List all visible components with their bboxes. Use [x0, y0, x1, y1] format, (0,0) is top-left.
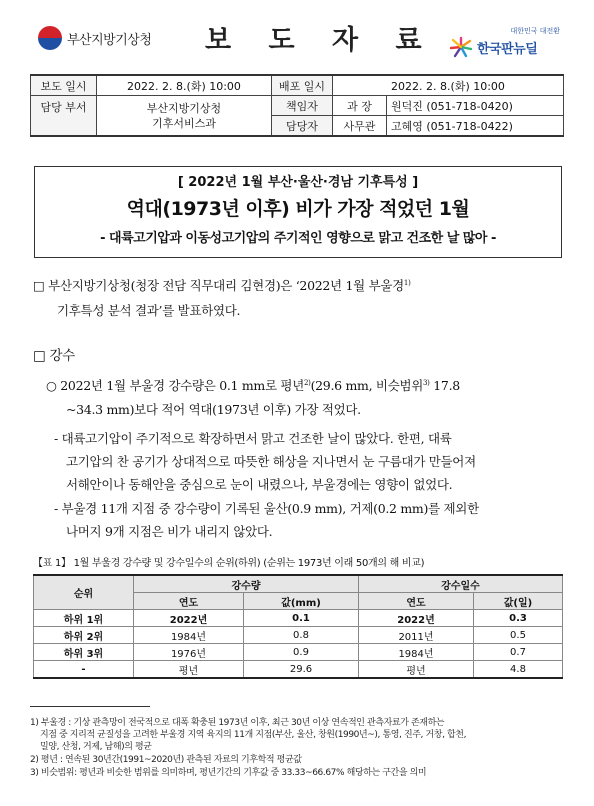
staff-label: 담당자 [272, 116, 333, 137]
document-title: 보 도 자 료 [205, 25, 436, 56]
paragraph-intro-line-2: 기후특성 분석 결과’를 발표하였다. [57, 303, 241, 318]
days-header: 강수일수 [359, 575, 563, 593]
section-heading-precipitation: □ 강수 [33, 348, 75, 364]
report-date-label: 보도 일시 [31, 75, 97, 96]
days-value-cell: 4.8 [474, 661, 563, 679]
dash-stations-line-2: 나머지 9개 지점은 비가 내리지 않았다. [66, 524, 273, 539]
days-year-cell: 2022년 [359, 610, 474, 627]
staff-title: 사무관 [333, 116, 387, 137]
headline-main: 역대(1973년 이후) 비가 가장 적었던 1월 [126, 198, 470, 220]
bullet-precip-line-2: ~34.3 mm)보다 적어 역대(1973년 이후) 가장 적었다. [66, 402, 361, 417]
headline-subject: [ 2022년 1월 부산·울산·경남 기후특성 ] [177, 175, 419, 190]
precip-year-cell: 평년 [134, 661, 244, 679]
responsible-label: 책임자 [272, 96, 333, 116]
report-date-value: 2022. 2. 8.(화) 10:00 [97, 75, 272, 96]
rank-cell: 하위 3위 [34, 644, 134, 661]
rank-cell: 하위 1위 [34, 610, 134, 627]
dash-stations-line-1: - 부울경 11개 지점 중 강수량이 기록된 울산(0.9 mm), 거제(0.2 mm)를 제외한 [54, 501, 479, 516]
table-row [34, 644, 563, 661]
precipitation-rank-table [33, 574, 563, 679]
table-row [34, 610, 563, 627]
days-year-cell: 1984년 [359, 644, 474, 661]
paragraph-intro-line-1 [33, 276, 411, 294]
responsible-contact: 원덕진 (051-718-0420) [387, 96, 564, 116]
taegeuk-emblem-icon [38, 26, 62, 50]
table-caption: 【표 1】 1월 부울경 강수량 및 강수일수의 순위(하위) (순위는 1973년 이래 50개의 해 비교) [33, 558, 425, 569]
department-label: 담당 부서 [31, 96, 97, 137]
bullet-text-b: (29.6 mm, 비슷범위 [310, 378, 424, 393]
department-line-2: 기후서비스과 [152, 116, 216, 130]
footnote-3: 3) 비슷범위: 평년과 비슷한 범위를 의미하며, 평년기간의 기후값 중 33.33~66.67% 해당하는 구간을 의미 [30, 768, 427, 778]
rank-cell: 하위 2위 [34, 627, 134, 644]
table-row [34, 627, 563, 644]
days-year-cell: 2011년 [359, 627, 474, 644]
days-value-cell: 0.3 [474, 610, 563, 627]
rank-header: 순위 [34, 575, 134, 610]
precip-value-header: 값(mm) [244, 593, 359, 610]
release-info-table [30, 74, 564, 137]
days-year-cell: 평년 [359, 661, 474, 679]
dash-cause-line-1: - 대륙고기압이 주기적으로 확장하면서 맑고 건조한 날이 많았다. 한편, 대륙 [54, 431, 452, 446]
responsible-title: 과 장 [333, 96, 387, 116]
precip-header: 강수량 [134, 575, 359, 593]
footnote-1-line-1: 1) 부울경 : 기상 관측망이 전국적으로 대폭 확충된 1973년 이후, 최근 30년 이상 연속적인 관측자료가 존재하는 [30, 718, 445, 728]
precip-year-cell: 2022년 [134, 610, 244, 627]
footnote-2: 2) 평년 : 연속된 30년간(1991~2020년) 관측된 자료의 기후학적 평균값 [30, 755, 302, 765]
new-deal-text: 한국판뉴딜 [477, 41, 538, 57]
days-year-header: 연도 [359, 593, 474, 610]
distribution-date-value: 2022. 2. 8.(화) 10:00 [333, 75, 564, 96]
footnote-1-line-3: 밀양, 산청, 거제, 남해)의 평균 [40, 742, 152, 752]
headline-box [34, 166, 562, 258]
footnote-1-line-2: 지점 중 지리적 균질성을 고려한 부울경 지역 육지의 11개 지점(부산, 울산, 창원(1990년~), 통영, 진주, 거창, 합천, [40, 730, 467, 740]
days-value-header: 값(일) [474, 593, 563, 610]
precip-value-cell: 0.1 [244, 610, 359, 627]
rank-cell: - [34, 661, 134, 679]
footnote-divider [30, 706, 150, 707]
department-value [97, 96, 272, 137]
dash-cause-line-2: 고기압의 찬 공기가 상대적으로 따뜻한 해상을 지나면서 눈 구름대가 만들어져 [66, 454, 476, 469]
precip-value-cell: 0.8 [244, 627, 359, 644]
precip-value-cell: 0.9 [244, 644, 359, 661]
intro-text-1: □ 부산지방기상청(청장 전담 직무대리 김현경)은 ‘2022년 1월 부울경 [33, 278, 404, 293]
headline-sub: - 대륙고기압과 이동성고기압의 주기적인 영향으로 맑고 건조한 날 많아 - [100, 231, 496, 246]
precip-year-header: 연도 [134, 593, 244, 610]
new-deal-burst-icon [448, 36, 474, 58]
kma-logo [38, 26, 151, 50]
staff-contact: 고혜영 (051-718-0422) [387, 116, 564, 137]
days-value-cell: 0.5 [474, 627, 563, 644]
footnote-ref-3: 3) [423, 378, 430, 387]
bullet-text-a: ○ 2022년 1월 부울경 강수량은 0.1 mm로 평년 [46, 378, 304, 393]
korean-new-deal-logo [448, 26, 560, 58]
dash-cause-line-3: 서해안이나 동해안을 중심으로 눈이 내렸으나, 부울경에는 영향이 없었다. [66, 477, 453, 492]
footnote-ref-1: 1) [403, 278, 411, 287]
distribution-date-label: 배포 일시 [272, 75, 333, 96]
precip-year-cell: 1984년 [134, 627, 244, 644]
footnote-ref-2: 2) [303, 378, 311, 387]
table-row [34, 661, 563, 679]
precip-year-cell: 1976년 [134, 644, 244, 661]
precip-value-cell: 29.6 [244, 661, 359, 679]
days-value-cell: 0.7 [474, 644, 563, 661]
department-line-1: 부산지방기상청 [146, 101, 222, 115]
bullet-precip-line-1 [46, 376, 460, 394]
bullet-text-c: 17.8 [429, 378, 460, 393]
new-deal-tagline: 대한민국 대전환 [510, 27, 560, 35]
agency-name: 부산지방기상청 [67, 32, 152, 48]
